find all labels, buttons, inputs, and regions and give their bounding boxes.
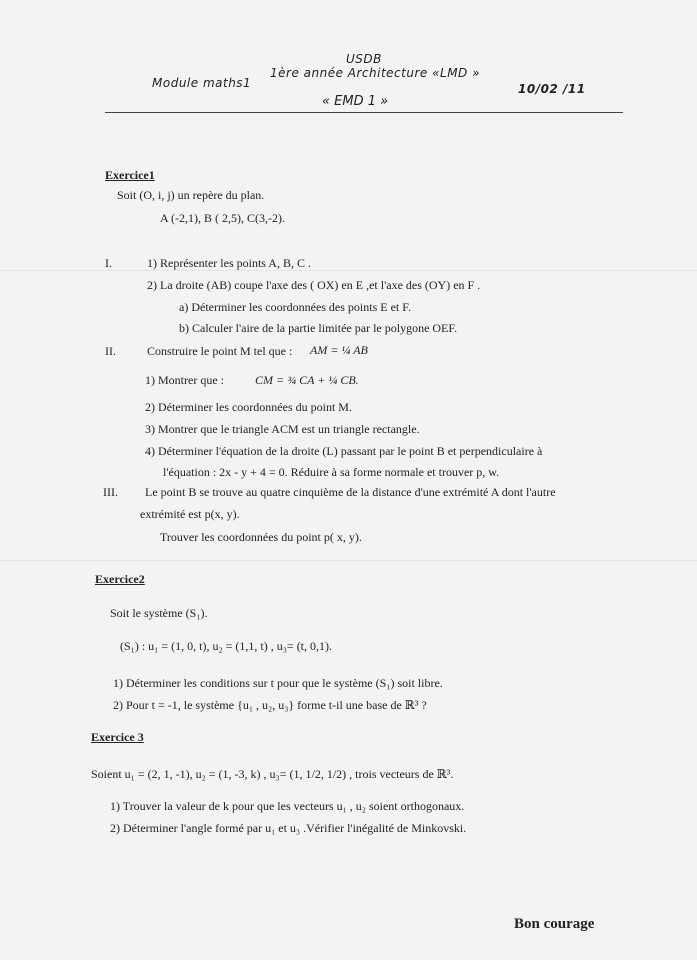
ex1-I-q2: 2) La droite (AB) coupe l'axe des ( OX) en E ,et l'axe des (OY) en F . [147,278,481,292]
ex2-system: (S₁) : u₁ = (1, 0, t), u₂ = (1,1, t) , u₃= (t, 0,1). [120,639,333,653]
ex1-II-q4-cont: l'équation : 2x - y + 4 = 0. Réduire à sa forme normale et trouver p, w. [163,465,500,479]
ex3-intro: Soient u₁ = (2, 1, -1), u₂ = (1, -3, k) , u₃= (1, 1/2, 1/2) , trois vecteurs de ℝ³. [91,767,454,781]
ex1-II-eq-main: AM = ¼ AB [310,343,368,357]
ex1-III-line3: Trouver les coordonnées du point p( x, y). [160,530,362,544]
ex1-III-line1: Le point B se trouve au quatre cinquième de la distance d'une extrémité A dont l'autre [145,485,556,499]
ex2-intro: Soit le système (S₁). [110,606,208,620]
ex1-part3-num: III. [103,485,118,499]
paper-fold [0,560,697,561]
exercise1-title: Exercice1 [105,168,155,182]
ex1-intro: Soit (O, i, j) un repère du plan. [117,188,265,202]
school-name: USDB [346,52,382,66]
ex1-II-intro: Construire le point M tel que : [147,344,293,358]
module-name: Module maths1 [152,76,252,90]
ex2-q2: 2) Pour t = -1, le système {u₁ , u₂, u₃} forme t-il une base de ℝ³ ? [113,698,427,712]
ex1-I-q2a: a) Déterminer les coordonnées des points E et F. [179,300,411,314]
ex1-III-line2: extrémité est p(x, y). [140,507,240,521]
header-rule [105,112,623,113]
exercise2-title: Exercice2 [95,572,145,586]
ex1-II-q2: 2) Déterminer les coordonnées du point M. [145,400,352,414]
ex1-I-q2b: b) Calculer l'aire de la partie limitée par le polygone OEF. [179,321,458,335]
ex1-points: A (-2,1), B ( 2,5), C(3,-2). [160,211,285,225]
ex1-II-q1-eq: CM = ¾ CA + ¼ CB. [255,373,359,387]
ex1-part2-num: II. [105,344,116,358]
closing-note: Bon courage [514,916,595,932]
ex3-q2: 2) Déterminer l'angle formé par u₁ et u₃ .Vérifier l'inégalité de Minkovski. [110,821,467,835]
ex1-II-q3: 3) Montrer que le triangle ACM est un triangle rectangle. [145,422,420,436]
exam-date: 10/02 /11 [518,82,586,96]
ex1-part1-num: I. [105,256,112,270]
year-line: 1ère année Architecture «LMD » [270,66,481,80]
ex1-II-q4: 4) Déterminer l'équation de la droite (L) passant par le point B et perpendiculaire à [145,444,543,458]
ex2-q1: 1) Déterminer les conditions sur t pour que le système (S₁) soit libre. [113,676,443,690]
exercise3-title: Exercice 3 [91,730,144,744]
exam-title: « EMD 1 » [322,94,389,109]
ex1-II-q1-label: 1) Montrer que : [145,373,224,387]
ex3-q1: 1) Trouver la valeur de k pour que les vecteurs u₁ , u₂ soient orthogonaux. [110,799,465,813]
ex1-I-q1: 1) Représenter les points A, B, C . [147,256,311,270]
